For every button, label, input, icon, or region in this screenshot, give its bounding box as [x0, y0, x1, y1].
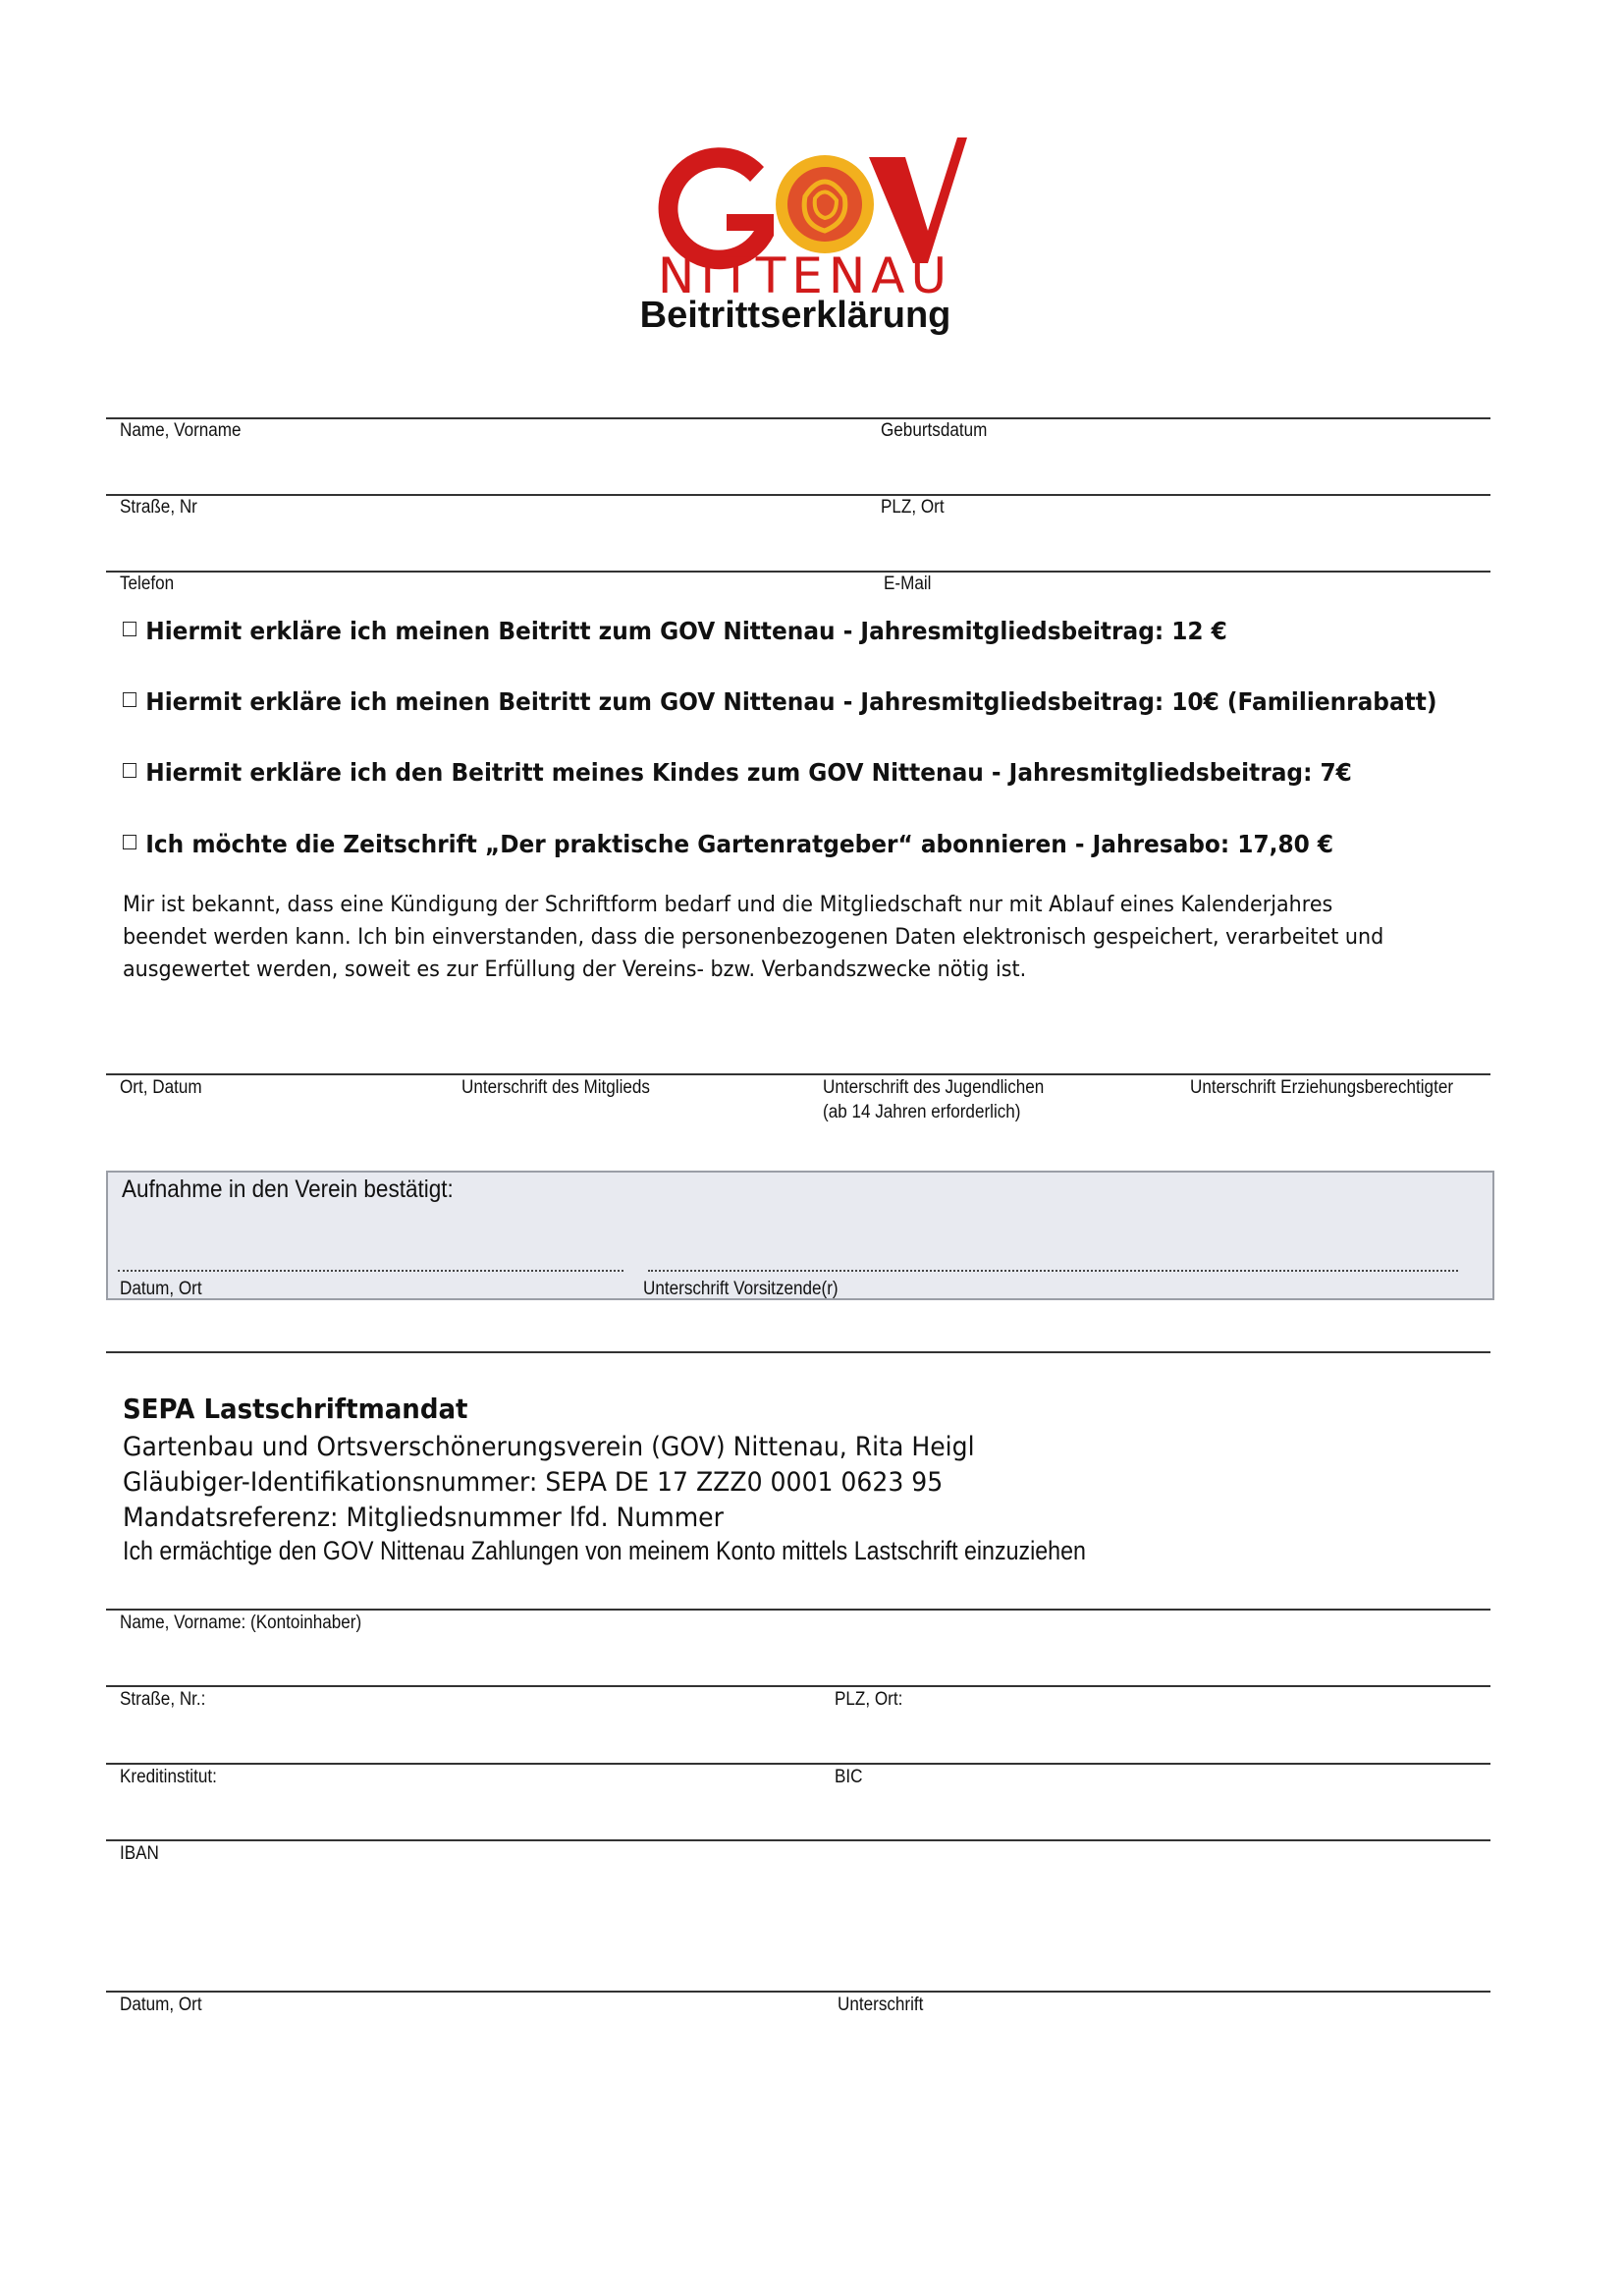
option-magazine-subscription[interactable]: Ich möchte die Zeitschrift „Der praktische Gartenratgeber“ abonnieren - Jahresabo: 17,80 €: [123, 830, 1333, 858]
page-title: Beitrittserklärung: [639, 295, 951, 336]
confirmation-heading: Aufnahme in den Verein bestätigt:: [122, 1175, 454, 1203]
email-field-label[interactable]: E-Mail: [884, 574, 932, 594]
divider: [106, 417, 1490, 419]
sepa-creditor: Gartenbau und Ortsverschönerungsverein (GOV) Nittenau, Rita Heigl: [123, 1432, 975, 1462]
divider: [106, 571, 1490, 573]
sepa-zip-city-label[interactable]: PLZ, Ort:: [835, 1689, 903, 1710]
place-date-label[interactable]: Ort, Datum: [120, 1077, 202, 1098]
option-child-membership[interactable]: Hiermit erkläre ich den Beitritt meines Kindes zum GOV Nittenau - Jahresmitgliedsbeitrag: 7€: [123, 758, 1352, 787]
street-field-label[interactable]: Straße, Nr: [120, 497, 197, 518]
youth-signature-note: (ab 14 Jahren erforderlich): [823, 1102, 1021, 1122]
sepa-mandate-reference: Mandatsreferenz: Mitgliedsnummer lfd. Nummer: [123, 1503, 724, 1533]
sepa-signature-label[interactable]: Unterschrift: [838, 1995, 924, 2015]
chair-signature-label: Unterschrift Vorsitzende(r): [643, 1279, 839, 1299]
consent-notice: Mir ist bekannt, dass eine Kündigung der Schriftform bedarf und die Mitgliedschaft nur mit Ablauf eines Kalenderjahres beendet werden kann. Ich bin einverstanden, dass die personenbezogenen Daten elektronisch gespeichert, verarbeitet und ausgewertet werden, soweit es zur Erfüllung der Vereins- bzw. Verbandszwecke nötig ist.: [123, 893, 1384, 982]
guardian-signature-label[interactable]: Unterschrift Erziehungsberechtigter: [1190, 1077, 1454, 1098]
divider: [106, 494, 1490, 496]
phone-field-label[interactable]: Telefon: [120, 574, 175, 594]
divider: [106, 1763, 1490, 1765]
iban-label[interactable]: IBAN: [120, 1843, 159, 1864]
divider: [106, 1073, 1490, 1075]
checkbox-icon[interactable]: [123, 622, 136, 636]
date-place-dotted-line[interactable]: [118, 1270, 623, 1272]
logo-wordmark: NITTENAU: [657, 247, 953, 304]
checkbox-icon[interactable]: [123, 763, 136, 778]
bic-label[interactable]: BIC: [835, 1767, 863, 1787]
option-family-membership[interactable]: Hiermit erkläre ich meinen Beitritt zum GOV Nittenau - Jahresmitgliedsbeitrag: 10€ (Familienrabatt): [123, 687, 1436, 716]
logo-letter-v: [869, 137, 967, 263]
chair-signature-dotted-line[interactable]: [648, 1270, 1458, 1272]
sepa-creditor-id: Gläubiger-Identifikationsnummer: SEPA DE 17 ZZZ0 0001 0623 95: [123, 1467, 944, 1498]
divider: [106, 1839, 1490, 1841]
bank-label[interactable]: Kreditinstitut:: [120, 1767, 217, 1787]
member-signature-label[interactable]: Unterschrift des Mitglieds: [461, 1077, 650, 1098]
account-holder-label[interactable]: Name, Vorname: (Kontoinhaber): [120, 1613, 362, 1633]
option-membership[interactable]: Hiermit erkläre ich meinen Beitritt zum GOV Nittenau - Jahresmitgliedsbeitrag: 12 €: [123, 617, 1227, 645]
rose-icon: [776, 155, 874, 253]
checkbox-icon[interactable]: [123, 835, 136, 849]
confirmation-date-place-label: Datum, Ort: [120, 1279, 202, 1299]
sepa-authorization: Ich ermächtige den GOV Nittenau Zahlungen von meinem Konto mittels Lastschrift einzuziehen: [123, 1536, 1086, 1565]
youth-signature-label[interactable]: Unterschrift des Jugendlichen: [823, 1077, 1045, 1098]
divider: [106, 1685, 1490, 1687]
sepa-date-place-label[interactable]: Datum, Ort: [120, 1995, 202, 2015]
zip-city-field-label[interactable]: PLZ, Ort: [881, 497, 945, 518]
sepa-title: SEPA Lastschriftmandat: [123, 1393, 468, 1425]
birthdate-field-label[interactable]: Geburtsdatum: [881, 420, 988, 441]
divider: [106, 1991, 1490, 1993]
divider: [106, 1609, 1490, 1611]
divider: [106, 1351, 1490, 1353]
sepa-street-label[interactable]: Straße, Nr.:: [120, 1689, 206, 1710]
name-field-label[interactable]: Name, Vorname: [120, 420, 242, 441]
checkbox-icon[interactable]: [123, 692, 136, 707]
